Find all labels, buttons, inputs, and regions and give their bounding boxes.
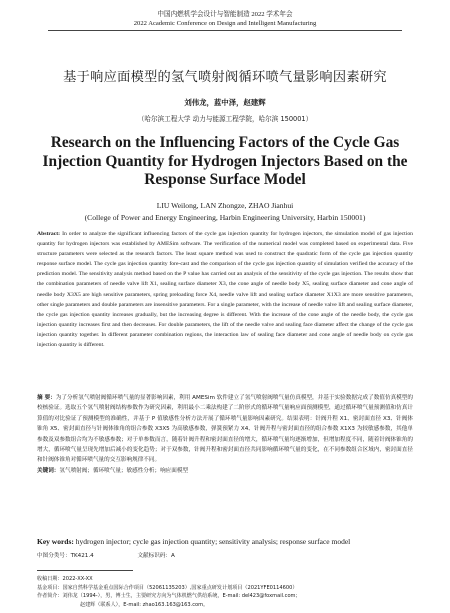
zh-keywords-text: 氢气喷射阀；循环喷气量；敏感性分析；响应面模型 <box>59 467 189 474</box>
zh-abstract <box>37 393 413 476</box>
en-affiliation: (College of Power and Energy Engineering, Harbin Engineering University, Harbin 150001) <box>84 213 366 222</box>
footnote-divider <box>37 570 133 571</box>
en-keywords-label: Key words: <box>37 537 74 546</box>
footnote-funding: 基金项目：国家自然科学基金重点国际合作项目（52061135203）,国家重点研发计划项目（2021YFE0114600） <box>37 585 298 591</box>
en-abstract-label: Abstract: <box>37 231 61 237</box>
en-authors: LIU Weilong, LAN Zhongze, ZHAO Jianhui <box>156 201 294 210</box>
en-abstract-text: In order to analyze the significant influencing factors of the cycle gas injection quantity for hydrogen injectors, the simulation model of gas injection quantity for hydrogen injectors was established by AMESim software. The verification of the numerical model was completed based on experimental data. Five structure parameters were selected as the research factors. The least square method was used to construct the quadratic form of the cycle gas injection quantity response surface model. The cycle gas injection quantity fore-cast and the comparison of the cycle gas injection quantity of simulation verified the accuracy of the prediction model. The sensitivity analysis method based on the P value has carried out an analysis of the sensitivity of the cycle gas injection. The results show that the combination parameters of needle valve lift X1, sealing surface diameter X3, the cone angle of needle body X5, sealing surface diameter and cone angle of needle body X3X5 are high sensitive parameters, spring preloading force X4, needle valve lift and sealing surface diameter X1X3 are more sensitive parameters, other single parameters and double parameters are insensitive parameters. For a single parameter, with the increase of needle valve lift and sealing surface diameter, the cycle gas injection quantity increases gradually, but the increasing degree is different. With the increase of the cone angle of the needle body, the cycle gas injection quantity increases first and then decreases. For double parameters, the lift of the needle valve and sealing face diameter affect the change of the cycle gas injection quantity together. In different parameter combination regions, the interaction law of sealing face diameter and cone angle of needle body on cycle gas injection quantity is different. <box>37 231 414 349</box>
conference-header-en: 2022 Academic Conference on Design and Intelligent Manufacturing <box>133 20 317 27</box>
header-divider <box>48 30 402 31</box>
document-code: 文献标识码：A <box>137 553 175 559</box>
cn-authors: 刘伟龙，蓝中泽，赵建辉 <box>184 98 266 107</box>
classification-line <box>37 551 413 559</box>
zh-keywords-label: 关键词： <box>37 467 60 474</box>
footnote-corresponding: 赵建辉（联系人），E-mail: zhao163.163@163.com。 <box>80 602 209 608</box>
footnote-author: 作者简介：刘伟龙（1994-），男，博士生，主要研究方向为气体机燃气供给系统，E-mail: del423@foxmail.com； <box>37 593 301 599</box>
cn-affiliation: （哈尔滨工程大学 动力与能源工程学院，哈尔滨 150001） <box>137 115 313 123</box>
footnote-received: 收稿日期：2022-XX-XX <box>37 576 93 582</box>
en-abstract <box>37 229 413 350</box>
clc-number: 中图分类号：TK421.4 <box>37 553 94 559</box>
conference-header-cn: 中国内燃机学会设计与智能制造 2022 学术年会 <box>157 11 293 18</box>
en-title: Research on the Influencing Factors of the Cycle Gas Injection Quantity for Hydrogen Injectors Based on the Response Surface Model <box>42 134 408 188</box>
zh-abstract-label: 摘 要： <box>37 395 56 401</box>
en-keywords-text: hydrogen injector; cycle gas injection quantity; sensitivity analysis; response surface model <box>75 537 351 546</box>
en-keywords <box>37 537 413 547</box>
zh-abstract-text: 为了分析氢气喷射阀循环喷气量的显著影响因素，利用 AMESim 软件建立了氢气喷射阀喷气量仿真模型，并基于实验数据完成了数值仿真模型的校核验证。选取五个氢气喷射阀结构参数作为研究因素，利用最小二乘法构建了二阶形式的循环喷气量响应面预测模型，通过循环喷气量预测值和仿真计算值的对比验证了预测模型的准确性，并基于 P 值敏感性分析方法开展了循环喷气量影响因素研究。结果表明：针阀升程 X1、密封面直径 X3、针阀体锥角 X5、密封面直径与针阀体锥角的组合参数 X3X5 为高敏感参数，弹簧预紧力 X4、针阀升程与密封面直径的组合参数 X1X3 为较敏感参数，其他单参数及双参数组合均为不敏感参数；对于单参数而言，随着针阀升程和密封面直径的增大，循环喷气量均逐渐增加，但增加程度不同，随着针阀体锥角的增大，循环喷气量呈现先增加后减小的变化趋势；对于双参数，针阀升程和密封面直径共同影响循环喷气量的变化，在不同参数组合区域内，密封面直径和针阀体锥角对循环喷气量的交互影响规律不同。 <box>37 395 413 464</box>
cn-title: 基于响应面模型的氢气喷射阀循环喷气量影响因素研究 <box>63 70 387 85</box>
